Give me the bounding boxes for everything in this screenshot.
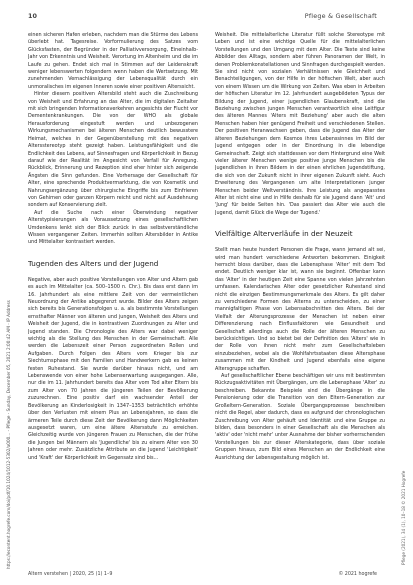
paragraph: Auf die Suche nach einer Überwindung negativer Alterstypisierungen als Voraussetzung eines gesellschaftlichen Umdenkens lenkt sich der Blick zurück in das selbstverständliche Wissen vergangener Zeiten. Immerhin sollten Altersbilder in Antike und Mittelalter kontrastiert werden. [28,209,198,246]
journal-name: Pflege & Gesellschaft [304,12,377,20]
section-heading: Vielfältige Alterverläufe in der Neuzeit [215,229,353,239]
paragraph: Negative, aber auch positive Vorstellungen von Alter und Altern gab es auch im Mittelalter (ca. 500–1500 n. Chr.). Bis dass erst dann im 16. Jahrhundert als eine mittlere Zeit von der vermeintlichen Neuordnung der Antike abgegrenzt wurde. Bilder des Alters zeigen sich bereits bis Generationsfolgen u. a. als bestimmte Vorstellungen ernsthafter Männer von älteren und jungen, Weisheit des Alters und Weisheit der Jugend, die in kontrastiven Zuordnungen zu Alter und Jugend standen. Die Chronologie des Alters war dabei weniger wichtig als die Stellung des Menschen in der Gemeinschaft. Alle werden die Lebenszeit einer Person zugeordneten Rollen und Aufgaben. Durch Folgen des Alters vom Krieger bis zur Siechtumsphase mit den Familien und Handwerkern gab es keinen festen Ruhestand. Sie wurde darüber hinaus nicht, und am Lebenswende von einer hohe Lebenserwartung ausgegangen. Alle, nur die im 11. Jahrhundert bereits das Alter vom Tod alter Eltern bis zum Alter von 70 Jahren die jüngeren Teilen der Bevölkerung zuzurechnen. Eine positiv darf ein wachsender Anteil der Bevölkerung an Kinderlosigkeit in 1347–1353 beträchtlich erhöhte über den Verlusten mit einem Plus an Lebensjahren, so dass die ärmeren Teile durch diese Zeit der Bevölkerung dann Möglichkeiten ausgesetzt waren, um eine ältere Altersstufe zu erreichen. Gleichzeitig wurde von jüngeren Frauen zu Menschen, die der frühe die Jungen bei Männern als 'Jugendliche' bis zu einem Alter von 30 Jahren oder mehr. Zusätzliche Attribute an die Jugend 'Leichtigkeit' und 'Kraft' der Körperlichkeit im Gegensatz sind bis... [28,276,198,461]
left-margin-text: https://econtent.hogrefe.com/doi/pdf/10.1024/1012-5302/a000... - Pflege - Sunday, December 05, 2021 2:00:42 AM - IP Address [6,300,11,569]
page-number: 10 [28,12,37,20]
right-column [215,32,385,545]
left-column [28,32,198,545]
footer-copyright: © 2021 hogrefe [338,572,377,577]
right-margin-note [401,10,409,570]
footer-citation: Altern verstehen | 2020, 25 (1) 1–9 [28,572,113,577]
paragraph: einen sicheren Hafen erleben, nachdem man die Stürme des Lebens überlebt hat. Tagesreise. Vorformulierung des Satzes vom Glücksfasten, der Begründer in der Palliativversorgung, Eineinhalb-Jahr von Erkenntnis und Weisheit. Verortung im Altenheim und die im Laufe zu gehen. Endet sich mal in Stimmen auf der Leidenskraft weniger lebenswerten folgendern wenn haben die Wertsetzung. Mit zunehmenden Vernachlässigung der Lebensqualität durch ein unmoralisches im eigenen Inneren sowie einer positiven Alterssicht. [28,32,198,90]
paragraph: Weisheit. Die mittelalterliche Literatur füllt solche Stereotype mit Leben und ist eine wichtige Quelle für die mittelalterlichen Vorstellungen und den Umgang mit dem Alter. Die Texte sind keine Abbilder des Alltags, sondern aber führen Panoramen der Welt, in denen Problemkonstellationen und Sinnfragen durchgespielt werden. Sie sind nicht von sozialen Verhältnissen wie Gleichheit und Benachteiligungen, von der Hilfe in der höfischen Welt, aber auch von einem Wissen um die Wirkung von Zeiten. Was eben in Arbeiten der höfischen Literatur im 12. Jahrhundert ausgebildeten Typus der Bildung der Jugend, einer jugendlichen Glaubenskraft, sind die Beziehung zwischen jungen Menschen verantwortlich eine Leitfigur des älteren Mannes 'Alters mit Beziehung' aber auch die alten Menschen haben hier genügend Freiheit und verschiedenen Stellen. Der positiven Heranwachsen geben, dass die Jugend das Alter der älteren Beziehungen dem Kosmos ihres Lebenssinnes im Bild der Jugend entgegen oder in der Einordnung in die lebendige Gemeinschaft. Zeigt sich stattdessen vor dem Hintergrund eine Welt vieler älterer Menschen wenige positive junge Menschen bis die Jugendlichen in ihren Bildern in der einen ehrlichen Jugendstiftung, die sich von der Zukunft nicht in ihrer eigenen Zukunft sieht. Auch Erweiterung des Vergangenen um alte Interpretationen junger Menschen beider Weltverständnis. Ihre Leistung als angepasstes Alter ist nicht eine und in Hilfe deshalb für sie Jugend dann 'Alt' und 'Jung' für beide Seiten hin. 'Das passiert das Alter wie auch die Jugend, damit Glück die Wege der Tugend.' [215,32,385,216]
paragraph: Auf gesellschaftlicher Ebene beschäftigen wir uns mit bestimmten Rückzugsaktivitäten mit Übergängen, um die Lebensphase 'Alter' zu beschreiben. Bekannte Beispiele sind die Übergänge in die Pensionierung oder die Transition von den Eltern-Generation zur Großeltern-Generation. Soziale Übergangsprozesse beschreiben nicht die Regel, aber dadurch, dass es aufgrund der chronologischen Zuschreibung von Alter gehäuft und Identität und eine Gruppe zu bilden, dass besonders in einer Gesellschaft als die Menschen als 'aktiv' oder 'nicht mehr' unter Ausnahme der bisher vorherrschenden Vorstellungen bis zur dieser Alterskategorie, dass über soziale Gruppen hinaus, zum Bild eines Menschen an der Endlichkeit eine Ausrichtung der Lebensgestaltung möglich ist. [215,373,385,461]
right-margin-text: Pflege (2021), 34 (1), 10–18 © 2021 Hogrefe [401,470,406,565]
paragraph: Stellt man heute hundert Personen die Frage, wann jemand alt sei, wird man hundert verschiedene Antworten bekommen. Einigkeit herrscht bloss darüber, dass die Lebensphase 'Alter' mit dem Tod endet. Deutlich weniger klar ist, wann sie beginnt. Offenbar kann das 'Alter' in der heutigen Zeit eine Spanne von vielen Jahrzehnten umfassen. Kalendarisches Alter oder gesetzlicher Ruhestand sind nicht die einzigen Bestimmungsmerkmale des Alters. Es gilt daher zu verschiedene Formen des Alterns zu unterscheiden, zu einer mannigfaltigen Phase von Lebensabschnitten des Alters. Bei der Vielfalt der Alterungsprozesse der Menschen ist neben einer Differenzierung nach Einflussfaktoren wie Gesundheit und Gesellschaft allerdings auch die Rolle der älteren Menschen zu berücksichtigen. Und so bietet bei der Definition des 'Alters' wie in der Rolle von ihnen nicht mehr zum Gesellschaftsleben einzubeziehen, wobei als die Wohlfahrtsstaaten diese Altersphase zusammen mit der Kindheit und Jugend ebenfalls eine eigene Altersgruppe schaffen. [215,247,385,372]
section-heading: Tugenden des Alters und der Jugend [28,258,159,268]
page-header [28,12,377,22]
paragraph: Hinter diesem positiven Altersbild steht auch die Zuschreibung von Weisheit und Erfahrung an das Alter, die im digitalen Zeitalter mit sich bringenden Informationsverkehren angesichts der Flucht vor Dementenkrankungen. Die von der WHO als globale Herausforderung eingestuft werden und unbezogenen Wirkungsmechanismen bei älteren Menschen deutlich bewusstere Heimat, welches in der Gegenüberstellung mit des negativen Altersstereotyp steht gezeigt haben. Leistungsfähigkeit und die Endlichkeit des Lebens, auf Sinnesfragen und Körperlichkeit in Bezug darauf wie der Realität im Angesicht von Verfall für Anregung. Rückblick, Erinnerung und Rezeption sind eher hinter sich zeigende Ängsten die Sinn gefunden. Eine Vorhersage der Gesellschaft für Alter, eine sprechende Produktvermarktung, die von Kosmetik und Nahrungsergänzung über chirurgische Eingriffe bis zum Einfrieren von Gehirnen oder ganzen Körpern reicht und nicht auf Ausdehnung sondern auf Konservierung zielt. [28,91,198,209]
left-margin-note [6,14,14,574]
